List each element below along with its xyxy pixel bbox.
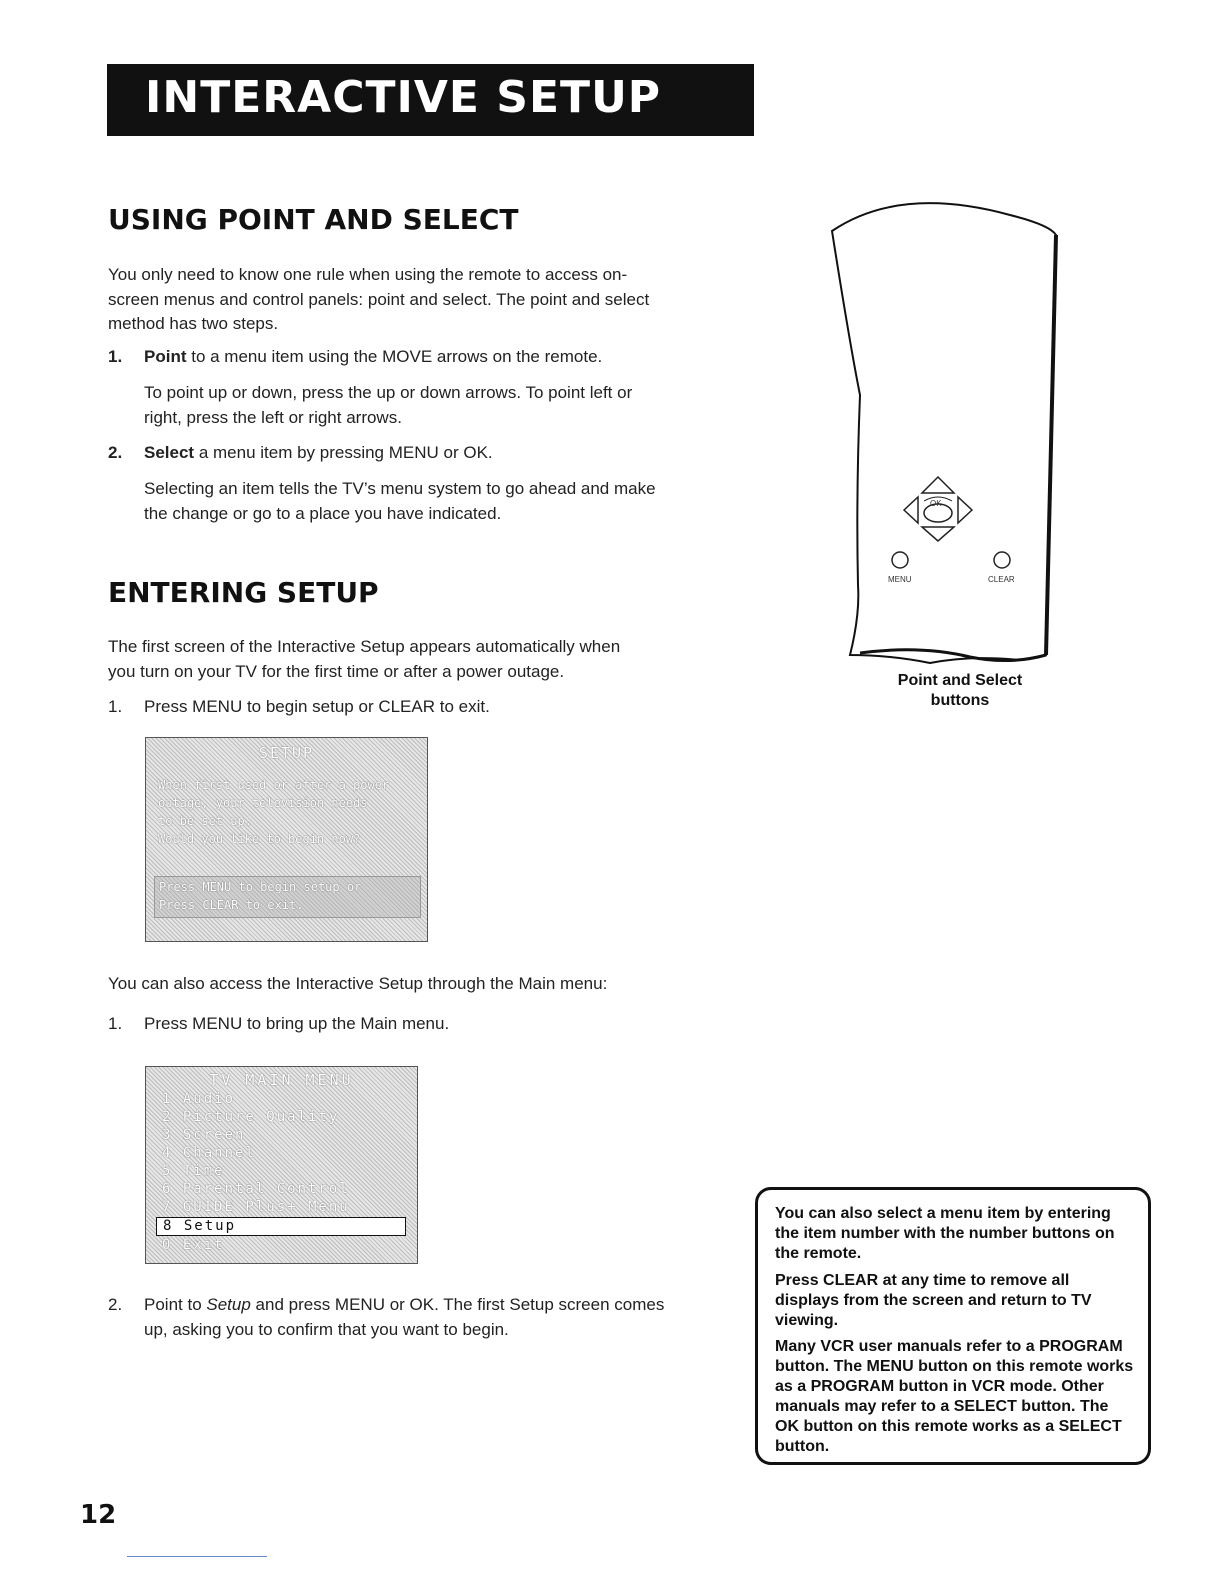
remote-illustration [820,195,1060,670]
note-box [755,1187,1151,1465]
setup-screen-line: outage, your television needs [158,796,368,810]
main-menu-item: 7 GUIDE Plus+ Menu [162,1199,350,1215]
intro-paragraph [108,263,718,337]
step-text-post: and press MENU or OK. The first Setup screen comes [250,1295,665,1314]
main-menu-item: 1 Audio [162,1091,236,1107]
main-menu-item: 3 Screen [162,1127,246,1143]
step-text: to a menu item using the MOVE arrows on the remote. [186,347,603,366]
step-text: Press MENU to begin setup or CLEAR to exit. [144,697,490,716]
setup-screen-line: Would you like to begin now? [158,832,361,846]
page-number: 12 [80,1500,117,1530]
main-menu-item: 6 Parental Control [162,1181,350,1197]
also-access-text: You can also access the Interactive Setup through the Main menu: [108,974,608,993]
intro-line: You only need to know one rule when using the remote to access on- [108,265,628,284]
detail-line: To point up or down, press the up or down arrows. To point left or [144,383,633,402]
note-paragraph: Many VCR user manuals refer to a PROGRAM button. The MENU button on this remote works as a PROGRAM button in VCR mode. Other manuals may refer to a SELECT button. The OK button on this remote works as a SELECT button. [775,1338,1134,1455]
main-menu-selected-item [156,1217,406,1236]
intro-line: method has two steps. [108,314,279,333]
main-menu-screen [145,1066,418,1264]
setup-screen-title: SETUP [258,744,315,762]
step-text-italic: Setup [206,1295,251,1314]
step-text-line2: up, asking you to confirm that you want to begin. [144,1319,509,1339]
note-paragraph: Press CLEAR at any time to remove all displays from the screen and return to TV viewing. [775,1272,1092,1329]
remote-drawing [820,195,1060,670]
step-number: 1. [108,1014,123,1033]
intro-line: screen menus and control panels: point and select. The point and select [108,289,650,309]
step-select-detail [144,477,724,526]
step-point-detail [144,381,724,430]
heading-using-point-and-select: USING POINT AND SELECT [108,203,519,236]
clear-label: CLEAR [988,575,1015,584]
entering-setup-intro [108,635,718,684]
caption-line: Point and Select [897,672,1023,689]
step-text: a menu item by pressing MENU or OK. [194,443,493,462]
remote-body [832,203,1056,663]
ok-label: OK [930,499,942,508]
remote-caption [860,671,1060,711]
intro-line: The first screen of the Interactive Setup appears automatically when [108,637,621,656]
detail-line: Selecting an item tells the TV’s menu system to go ahead and make [144,479,656,498]
detail-line: the change or go to a place you have indicated. [144,503,502,523]
menu-button-icon [892,552,908,568]
step-number: 2. [108,443,123,462]
step-number: 2. [108,1295,123,1314]
step-number: 1. [108,347,123,366]
step-number: 1. [108,697,123,716]
intro-line: you turn on your TV for the first time or after a power outage. [108,661,565,681]
main-menu-item: 2 Picture Quality [162,1109,340,1125]
main-menu-title: TV MAIN MENU [209,1071,354,1089]
detail-line: right, press the left or right arrows. [144,407,402,427]
section-header-bar [107,64,754,136]
page-title: INTERACTIVE SETUP [145,72,662,123]
setup-screen-footer-line: Press CLEAR to exit. [159,898,304,912]
main-menu-item: 0 Exit [162,1237,225,1253]
heading-entering-setup: ENTERING SETUP [108,576,379,609]
step-keyword: Select [144,443,195,462]
clear-button-icon [994,552,1010,568]
setup-screen-line: to be set up. [158,814,252,828]
menu-label: MENU [888,575,912,584]
note-paragraph: You can also select a menu item by entering the item number with the number buttons on the remote. [775,1205,1115,1262]
setup-screen-footer-box [154,876,421,918]
setup-screen [145,737,428,942]
footer-rule [127,1556,267,1557]
main-menu-item: 5 Time [162,1163,225,1179]
main-menu-item: 4 Channel [162,1145,256,1161]
step-text-pre: Point to [144,1295,207,1314]
main-menu-selected-label: 8 Setup [163,1218,237,1234]
step-keyword: Point [144,347,187,366]
caption-line: buttons [930,692,990,709]
setup-screen-line: When first used or after a power [158,778,390,792]
step-text: Press MENU to bring up the Main menu. [144,1014,450,1033]
setup-screen-footer-line: Press MENU to begin setup or [159,880,362,894]
